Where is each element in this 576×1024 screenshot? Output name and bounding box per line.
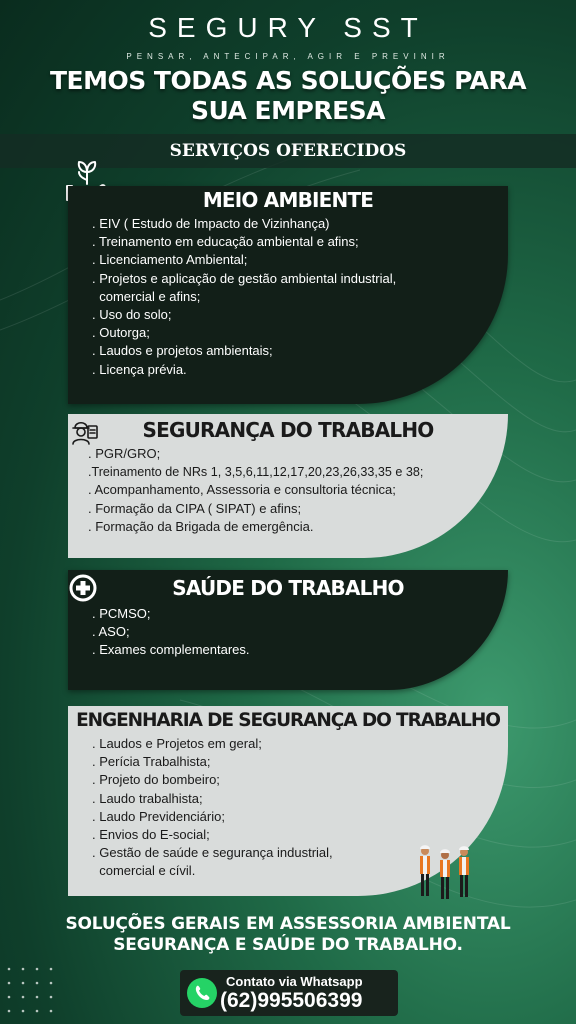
whatsapp-icon <box>186 977 218 1009</box>
card-title-meio-ambiente: MEIO AMBIENTE <box>202 188 374 212</box>
list-item: . Licenciamento Ambiental; <box>92 252 248 268</box>
card-title-saude: SAÚDE DO TRABALHO <box>172 576 404 600</box>
whatsapp-contact[interactable] <box>180 970 398 1016</box>
medical-cross-icon <box>69 574 97 602</box>
list-item: . Laudos e projetos ambientais; <box>92 343 273 359</box>
list-item: . Treinamento em educação ambiental e afins; <box>92 234 359 250</box>
list-item: . Acompanhamento, Assessoria e consultoria técnica; <box>88 482 396 498</box>
list-item: . Laudos e Projetos em geral; <box>92 736 262 751</box>
headline-line-2: SUA EMPRESA <box>190 96 386 125</box>
list-meio-ambiente <box>68 215 508 379</box>
list-item: . Formação da CIPA ( SIPAT) e afins; <box>88 500 302 516</box>
footer-line-1: SOLUÇÕES GERAIS EM ASSESSORIA AMBIENTAL <box>65 914 511 934</box>
list-item: . PCMSO; <box>92 606 151 621</box>
contact-phone[interactable]: (62)995506399 <box>220 989 363 1012</box>
card-meio-ambiente <box>68 186 508 404</box>
list-item: . Projetos e aplicação de gestão ambiental industrial, <box>92 270 397 286</box>
list-item: . Gestão de saúde e segurança industrial, <box>92 845 333 861</box>
card-title-seguranca: SEGURANÇA DO TRABALHO <box>142 418 434 442</box>
list-item: . Laudo Previdenciário; <box>92 808 225 824</box>
list-item: . Laudo trabalhista; <box>92 790 203 806</box>
contact-label: Contato via Whatsapp <box>226 974 363 989</box>
headline <box>0 66 576 126</box>
brand-tagline: PENSAR, ANTECIPAR, AGIR E PREVINIR <box>126 52 450 61</box>
list-item: . Outorga; <box>92 325 150 341</box>
list-item: . EIV ( Estudo de Impacto de Vizinhança) <box>92 216 330 231</box>
list-item: .Treinamento de NRs 1, 3,5,6,11,12,17,20,23,26,33,35 e 38; <box>88 465 424 480</box>
list-item: comercial e afins; <box>92 288 201 304</box>
footer-title <box>0 914 576 956</box>
list-item: . Uso do solo; <box>92 307 172 323</box>
list-item: . ASO; <box>92 624 130 640</box>
worker-helmet-icon <box>70 416 100 446</box>
services-title: SERVIÇOS OFERECIDOS <box>0 134 576 168</box>
card-seguranca <box>68 414 508 558</box>
list-item: . PGR/GRO; <box>88 446 161 461</box>
list-item: . Perícia Trabalhista; <box>92 754 211 770</box>
list-saude <box>68 605 508 660</box>
card-saude <box>68 570 508 690</box>
list-item: . Licença prévia. <box>92 361 187 377</box>
list-item: comercial e cívil. <box>92 863 196 879</box>
list-item: . Envios do E-social; <box>92 827 210 843</box>
workers-illustration <box>414 842 476 904</box>
card-title-engenharia: ENGENHARIA DE SEGURANÇA DO TRABALHO <box>76 710 500 731</box>
list-item: . Formação da Brigada de emergência. <box>88 518 314 534</box>
dot-grid-decoration <box>6 966 66 1022</box>
footer-line-2: SEGURANÇA E SAÚDE DO TRABALHO. <box>113 935 463 955</box>
headline-line-1: TEMOS TODAS AS SOLUÇÕES PARA <box>49 66 527 95</box>
list-item: . Projeto do bombeiro; <box>92 772 220 788</box>
list-seguranca <box>68 445 508 536</box>
brand-name: SEGURY SST <box>148 12 428 43</box>
list-item: . Exames complementares. <box>92 642 250 658</box>
